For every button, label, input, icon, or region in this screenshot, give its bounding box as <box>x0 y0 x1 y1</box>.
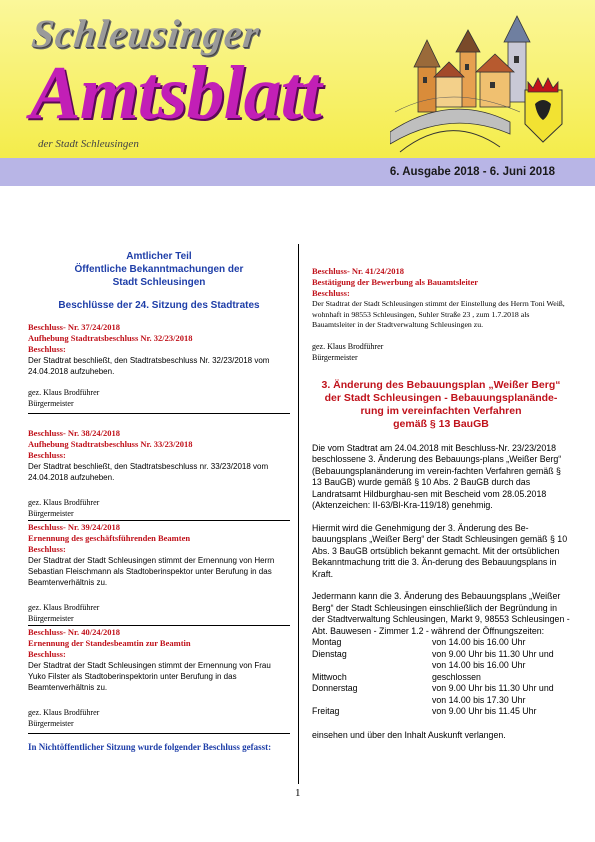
signature-name: gez. Klaus Brodführer <box>312 341 384 351</box>
resolution-text: Der Stadtrat der Stadt Schleusingen stimmt der Ernennung von Frau Yuko Filster als Stadtoberinspektorin unter Berufung in das Beamtenverhältnis zu. <box>28 661 271 692</box>
hours-row <box>312 683 554 695</box>
resolution-text: Der Stadtrat beschließt, den Stadtratsbeschluss Nr. 32/23/2018 vom 24.04.2018 aufzuheben. <box>28 356 270 376</box>
separator <box>28 520 290 521</box>
signature-name: gez. Klaus Brodführer <box>28 708 100 717</box>
opening-hours-table <box>312 637 554 718</box>
masthead-title-top: Schleusinger <box>29 11 262 56</box>
hours-row <box>312 637 554 649</box>
resolution-label: Beschluss: <box>28 649 66 659</box>
resolution-37 <box>28 322 290 414</box>
separator <box>28 733 290 734</box>
section-heading: Amtlicher Teil <box>126 251 192 262</box>
signature-name: gez. Klaus Brodführer <box>28 388 100 397</box>
non-public-note: In Nichtöffentlicher Sitzung wurde folgender Beschluss gefasst: <box>28 742 272 752</box>
signature-name: gez. Klaus Brodführer <box>28 603 100 612</box>
hours-time: von 14.00 bis 17.30 Uhr <box>432 694 526 705</box>
separator <box>28 413 290 414</box>
hours-time: geschlossen <box>432 671 481 682</box>
resolution-41 <box>312 266 570 363</box>
resolution-title: Aufhebung Stadtratsbeschluss Nr. 32/23/2018 <box>28 333 193 343</box>
separator <box>28 625 290 626</box>
signature-title: Bürgermeister <box>28 509 74 518</box>
resolution-number: Beschluss- Nr. 38/24/2018 <box>28 428 121 438</box>
resolution-text: Der Stadtrat der Stadt Schleusingen stimmt der Ernennung von Herrn Sebastian Fleischmann als Stadtoberinspektor unter Berufung in das Beamtenverhältnis zu. <box>28 556 275 587</box>
paragraph-announcement: Hiermit wird die Genehmigung der 3. Änderung des Be-bauungsplans „Weißer Berg“ der Stadt Schleusingen gemäß § 10 Abs. 3 BauGB ortsüblich bekannt gemacht. Mit der ortsüblichen Bekanntmachung tritt die 3. Än-derung des Bebauungsplans in Kraft. <box>312 522 568 579</box>
heading-line: der Stadt Schleusingen - Bebauungsplanände- <box>324 391 558 404</box>
section-heading: Stadt Schleusingen <box>112 277 206 288</box>
hours-day: Mittwoch <box>312 671 347 682</box>
hours-row <box>312 706 554 718</box>
bebauungsplan-heading <box>312 379 570 431</box>
hours-time: von 9.00 Uhr bis 11.45 Uhr <box>432 706 537 716</box>
resolution-label: Beschluss: <box>312 288 350 298</box>
hours-day: Dienstag <box>312 648 347 659</box>
hours-time: von 9.00 Uhr bis 11.30 Uhr und <box>432 648 554 659</box>
signature-title: Bürgermeister <box>28 614 74 623</box>
session-heading: Beschlüsse der 24. Sitzung des Stadtrates <box>58 300 260 311</box>
paragraph-approval: Die vom Stadtrat am 24.04.2018 mit Beschluss-Nr. 23/23/2018 beschlossene 3. Änderung des Bebauungs-plans „Weißer Berg“ (Bebauungsplanänderung im verein-fachten Verfahren gemäß § 13 BauGB) wurde gemäß § 10 Abs. 2 BauGB durch das Landratsamt Hildburghau-sen mit Bescheid vom 28.05.2018 (Aktenzeichen: II-63/Bl-Kra-119/18) genehmig. <box>312 442 562 510</box>
hours-time: von 14.00 bis 16.00 Uhr <box>432 660 526 670</box>
masthead-title-main: Amtsblatt <box>30 51 321 135</box>
hours-time: von 14.00 bis 16.00 Uhr <box>432 637 526 647</box>
hours-day: Freitag <box>312 706 340 716</box>
page-number: 1 <box>295 787 301 799</box>
hours-time: von 9.00 Uhr bis 11.30 Uhr und <box>432 683 554 693</box>
resolution-title: Ernennung des geschäftsführenden Beamten <box>28 533 191 543</box>
issue-label: 6. Ausgabe 2018 - 6. Juni 2018 <box>389 166 555 178</box>
resolution-number: Beschluss- Nr. 39/24/2018 <box>28 522 121 532</box>
right-column <box>312 266 570 741</box>
left-column <box>28 250 290 753</box>
resolution-number: Beschluss- Nr. 40/24/2018 <box>28 627 121 637</box>
resolution-label: Beschluss: <box>28 544 66 554</box>
heading-line: rung im vereinfachten Verfahren <box>360 404 522 417</box>
resolution-39 <box>28 522 290 626</box>
resolution-title: Aufhebung Stadtratsbeschluss Nr. 33/23/2018 <box>28 439 193 449</box>
signature-title: Bürgermeister <box>28 719 74 728</box>
resolution-title: Ernennung der Standesbeamtin zur Beamtin <box>28 638 191 648</box>
resolution-label: Beschluss: <box>28 450 66 460</box>
heading-line: 3. Änderung des Bebauungsplan „Weißer Berg“ <box>321 378 561 391</box>
resolution-number: Beschluss- Nr. 41/24/2018 <box>312 266 405 276</box>
masthead-subtitle: der Stadt Schleusingen <box>38 138 139 150</box>
resolution-text: Der Stadtrat beschließt, den Stadtratsbeschluss nr. 33/23/2018 vom 24.04.2018 aufzuheben. <box>28 462 269 482</box>
section-heading: Öffentliche Bekanntmachungen der <box>74 264 244 275</box>
paragraph-inspection: Jedermann kann die 3. Änderung des Bebauungsplans „Weißer Berg“ der Stadt Schleusingen einschließlich der Begründung in der Stadtverwaltung Schleusingen, Markt 9, 98553 Schleusingen - Abt. Bauwesen - Zimmer 1.2 - während der Öffnungszeiten: <box>312 591 570 636</box>
hours-day: Montag <box>312 637 342 647</box>
hours-day: Donnerstag <box>312 683 358 693</box>
resolution-title: Bestätigung der Bewerbung als Bauamtsleiter <box>312 277 479 287</box>
signature-title: Bürgermeister <box>312 352 358 362</box>
resolution-number: Beschluss- Nr. 37/24/2018 <box>28 322 121 332</box>
resolution-38 <box>28 428 290 521</box>
castle-illustration <box>390 12 565 157</box>
hours-day <box>312 660 432 672</box>
hours-row <box>312 649 554 661</box>
paragraph-closing: einsehen und über den Inhalt Auskunft verlangen. <box>312 729 506 740</box>
hours-row <box>312 695 554 707</box>
heading-line: gemäß § 13 BauGB <box>393 417 489 430</box>
masthead <box>0 0 595 158</box>
hours-row <box>312 660 554 672</box>
hours-day <box>312 695 432 707</box>
resolution-label: Beschluss: <box>28 344 66 354</box>
hours-row <box>312 672 554 684</box>
resolution-text: Der Stadtrat der Stadt Schleusingen stimmt der Einstellung des Herrn Toni Weiß, wohnhaft in 98553 Schleusingen, Suhler Straße 23 , zum 1.7.2018 als Bauamtsleiter in der Stadtverwaltung Schleusingen zu. <box>312 299 565 329</box>
resolution-40 <box>28 627 290 734</box>
column-divider <box>298 244 299 784</box>
signature-name: gez. Klaus Brodführer <box>28 498 100 507</box>
signature-title: Bürgermeister <box>28 399 74 408</box>
